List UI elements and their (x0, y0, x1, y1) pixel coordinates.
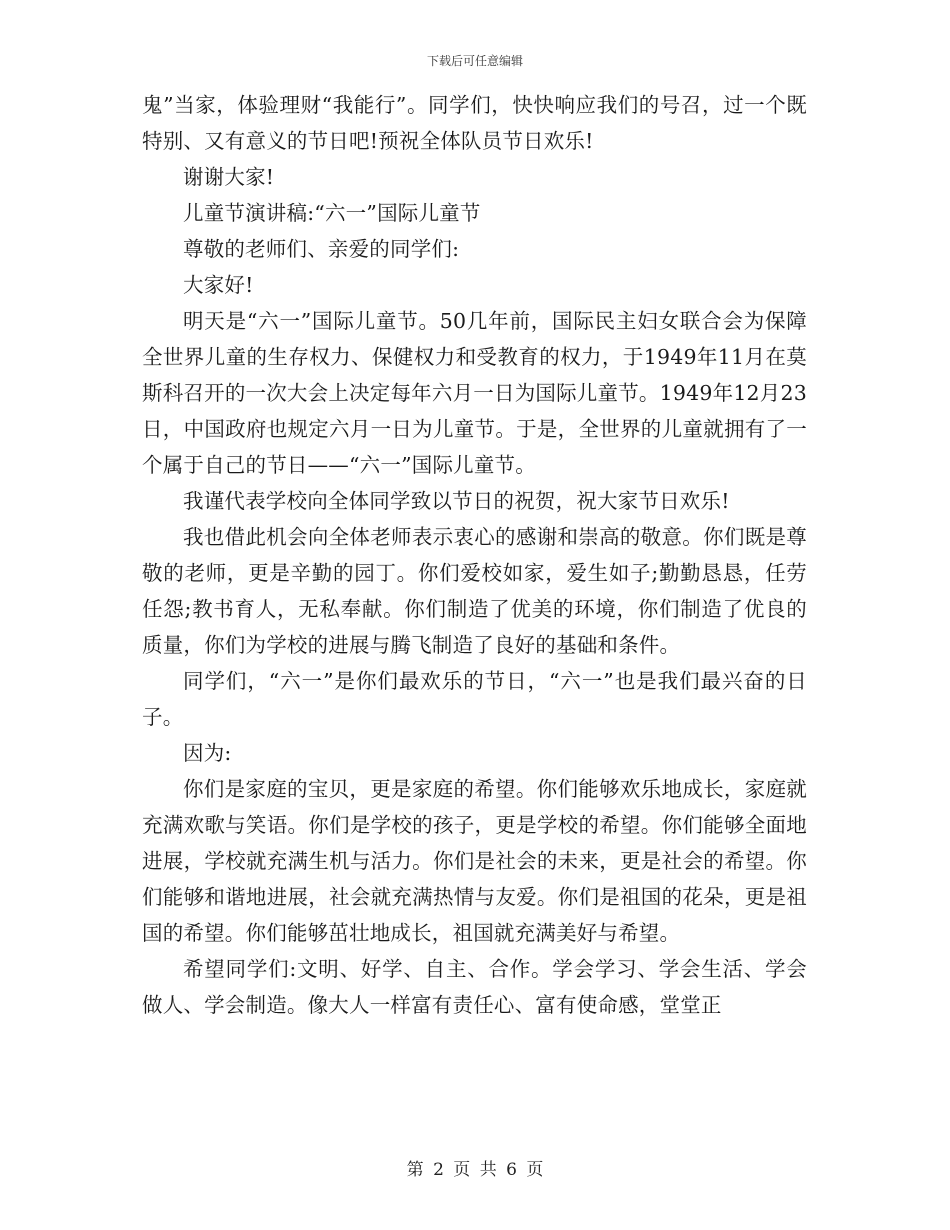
paragraph: 我也借此机会向全体老师表示衷心的感谢和崇高的敬意。你们既是尊敬的老师，更是辛勤的园丁。你们爱校如家，爱生如子;勤勤恳恳，任劳任怨;教书育人，无私奉献。你们制造了优美的环境，你们制造了优良的质量，你们为学校的进展与腾飞制造了良好的基础和条件。 (142, 525, 807, 657)
paragraph: 谢谢大家! (183, 165, 275, 189)
page-number: 第 2 页 共 6 页 (406, 1160, 544, 1180)
paragraph: 尊敬的老师们、亲爱的同学们: (183, 237, 460, 261)
paragraph: 因为: (183, 741, 232, 765)
paragraph: 希望同学们:文明、好学、自主、合作。学会学习、学会生活、学会做人、学会制造。像大人一样富有责任心、富有使命感，堂堂正 (142, 957, 807, 1017)
paragraph: 鬼”当家，体验理财“我能行”。同学们，快快响应我们的号召，过一个既特别、又有意义的节日吧!预祝全体队员节日欢乐! (142, 93, 807, 153)
paragraph: 明天是“六一”国际儿童节。50几年前，国际民主妇女联合会为保障全世界儿童的生存权力、保健权力和受教育的权力，于1949年11月在莫斯科召开的一次大会上决定每年六月一日为国际儿童节。1949年12月23日，中国政府也规定六月一日为儿童节。于是，全世界的儿童就拥有了一个属于自己的节日——“六一”国际儿童节。 (142, 309, 807, 477)
paragraph: 我谨代表学校向全体同学致以节日的祝贺，祝大家节日欢乐! (183, 489, 730, 513)
paragraph: 你们是家庭的宝贝，更是家庭的希望。你们能够欢乐地成长，家庭就充满欢歌与笑语。你们是学校的孩子，更是学校的希望。你们能够全面地进展，学校就充满生机与活力。你们是社会的未来，更是社会的希望。你们能够和谐地进展，社会就充满热情与友爱。你们是祖国的花朵，更是祖国的希望。你们能够茁壮地成长，祖国就充满美好与希望。 (142, 777, 807, 945)
paragraph: 大家好! (183, 273, 254, 297)
page-header: 下载后可任意编辑 (426, 54, 523, 68)
document-body (142, 87, 807, 1023)
paragraph: 同学们，“六一”是你们最欢乐的节日，“六一”也是我们最兴奋的日子。 (142, 669, 807, 729)
paragraph-heading: 儿童节演讲稿:“六一”国际儿童节 (183, 201, 481, 225)
